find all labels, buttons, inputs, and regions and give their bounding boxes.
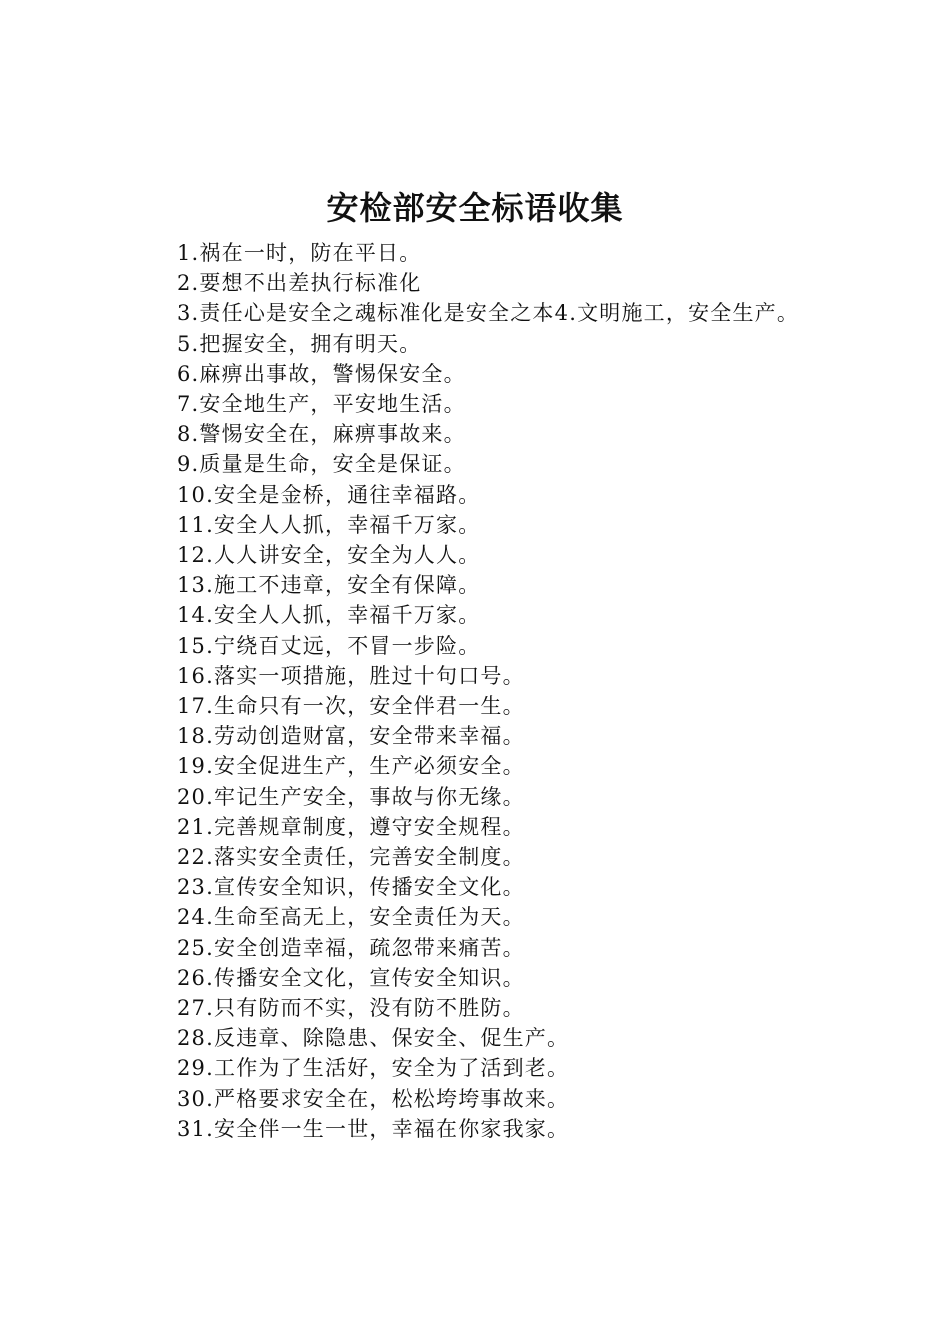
slogan-paragraph: 28.反违章、除隐患、保安全、促生产。 xyxy=(177,1026,570,1051)
slogan-paragraph: 23.宣传安全知识，传播安全文化。 xyxy=(177,875,525,900)
slogan-paragraph: 11.安全人人抓，幸福千万家。 xyxy=(177,512,481,537)
slogan-paragraph: 9.质量是生命，安全是保证。 xyxy=(177,452,466,477)
slogan-paragraph: 2.要想不出差执行标准化 xyxy=(177,271,422,296)
slogan-paragraph: 17.生命只有一次，安全伴君一生。 xyxy=(177,694,525,719)
slogan-paragraph: 19.安全促进生产，生产必须安全。 xyxy=(177,754,525,779)
slogan-paragraph: 27.只有防而不实，没有防不胜防。 xyxy=(177,996,525,1021)
slogan-paragraph: 7.安全地生产，平安地生活。 xyxy=(177,392,466,417)
slogan-paragraph: 3.责任心是安全之魂标准化是安全之本4.文明施工，安全生产。 xyxy=(177,301,800,326)
document-title: 安检部安全标语收集 xyxy=(326,189,624,227)
slogan-paragraph: 29.工作为了生活好，安全为了活到老。 xyxy=(177,1056,570,1081)
slogan-paragraph: 18.劳动创造财富，安全带来幸福。 xyxy=(177,724,525,749)
slogan-paragraph: 1.祸在一时，防在平日。 xyxy=(177,241,422,265)
slogan-paragraph: 16.落实一项措施，胜过十句口号。 xyxy=(177,663,525,688)
slogan-paragraph: 26.传播安全文化，宣传安全知识。 xyxy=(177,965,525,990)
slogan-paragraph: 8.警惕安全在，麻痹事故来。 xyxy=(177,422,466,447)
slogan-paragraph: 31.安全伴一生一世，幸福在你家我家。 xyxy=(177,1116,570,1141)
slogan-paragraph: 5.把握安全，拥有明天。 xyxy=(177,331,422,356)
slogan-paragraph: 14.安全人人抓，幸福千万家。 xyxy=(177,603,481,628)
document-body xyxy=(131,238,831,1144)
slogan-paragraph: 13.施工不违章，安全有保障。 xyxy=(177,573,481,598)
slogan-paragraph: 6.麻痹出事故，警惕保安全。 xyxy=(177,361,466,386)
slogan-paragraph: 12.人人讲安全，安全为人人。 xyxy=(177,543,481,568)
slogan-paragraph: 25.安全创造幸福，疏忽带来痛苦。 xyxy=(177,935,525,960)
slogan-paragraph: 10.安全是金桥，通往幸福路。 xyxy=(177,482,481,507)
slogan-paragraph: 22.落实安全责任，完善安全制度。 xyxy=(177,845,525,870)
slogan-paragraph: 20.牢记生产安全，事故与你无缘。 xyxy=(177,784,525,809)
slogan-paragraph: 15.宁绕百丈远，不冒一步险。 xyxy=(177,633,481,658)
slogan-paragraph: 30.严格要求安全在，松松垮垮事故来。 xyxy=(177,1086,570,1111)
slogan-paragraph: 24.生命至高无上，安全责任为天。 xyxy=(177,905,525,930)
slogan-paragraph: 21.完善规章制度，遵守安全规程。 xyxy=(177,814,525,839)
